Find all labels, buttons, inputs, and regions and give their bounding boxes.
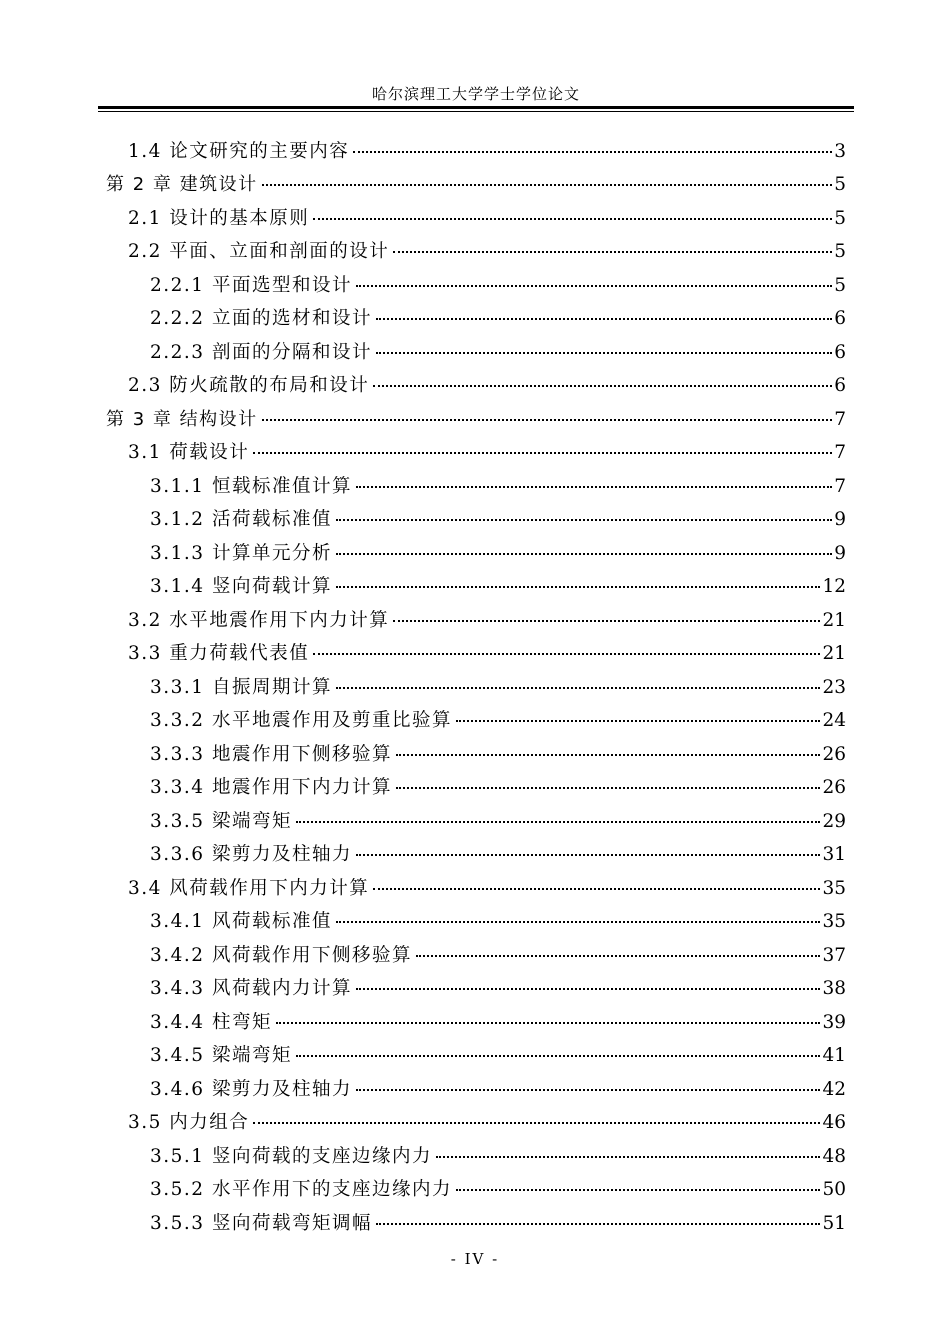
toc-entry[interactable] [0,234,950,268]
toc-entry[interactable] [0,703,950,737]
toc-dot-leader [262,184,833,186]
toc-entry-page: 3 [834,140,846,162]
toc-entry-label: 3.4.6 梁剪力及柱轴力 [150,1078,352,1100]
toc-entry-page: 42 [822,1078,846,1100]
toc-entry-label: 3.3.3 地震作用下侧移验算 [150,743,392,765]
toc-entry-label: 3.1.1 恒载标准值计算 [150,475,352,497]
toc-dot-leader [356,486,832,488]
toc-entry[interactable] [0,535,950,569]
toc-entry-label: 3.4 风荷载作用下内力计算 [128,877,370,899]
toc-entry-page: 5 [834,174,846,196]
toc-entry-page: 5 [834,274,846,296]
toc-dot-leader [373,385,832,387]
toc-dot-leader [336,553,832,555]
toc-entry-page: 7 [834,408,846,430]
toc-entry[interactable] [0,602,950,636]
toc-dot-leader [356,285,832,287]
toc-entry-page: 21 [822,643,846,665]
toc-entry[interactable] [0,1071,950,1105]
toc-entry[interactable] [0,435,950,469]
toc-entry[interactable] [0,904,950,938]
toc-entry-label: 3.1.4 竖向荷载计算 [150,576,332,598]
toc-dot-leader [376,352,832,354]
toc-entry-label: 3.3.4 地震作用下内力计算 [150,777,392,799]
toc-entry-label: 3.3.1 自振周期计算 [150,676,332,698]
toc-entry[interactable] [0,267,950,301]
toc-dot-leader [356,1089,820,1091]
toc-entry-page: 5 [834,241,846,263]
toc-entry[interactable] [0,368,950,402]
toc-entry-page: 6 [834,308,846,330]
toc-entry-page: 51 [822,1212,846,1234]
toc-chapter-entry[interactable] [0,167,950,201]
toc-dot-leader [276,1022,821,1024]
toc-dot-leader [456,720,820,722]
toc-dot-leader [376,1223,820,1225]
toc-entry-label: 3.2 水平地震作用下内力计算 [128,609,390,631]
toc-entry-label: 3.5.3 竖向荷载弯矩调幅 [150,1212,372,1234]
toc-entry[interactable] [0,1105,950,1139]
toc-entry-label: 3.4.1 风荷载标准值 [150,911,332,933]
toc-dot-leader [313,653,820,655]
toc-entry-page: 9 [834,509,846,531]
toc-entry[interactable] [0,1038,950,1072]
toc-entry-label: 3.5 内力组合 [128,1112,250,1134]
toc-dot-leader [456,1189,820,1191]
toc-entry-page: 26 [822,743,846,765]
toc-entry[interactable] [0,468,950,502]
toc-entry-label: 3.3.2 水平地震作用及剪重比验算 [150,710,452,732]
toc-entry-label: 2.3 防火疏散的布局和设计 [128,375,370,397]
toc-dot-leader [356,988,820,990]
toc-entry-page: 6 [834,341,846,363]
toc-dot-leader [336,519,832,521]
toc-entry-page: 29 [822,810,846,832]
toc-dot-leader [296,821,821,823]
toc-entry[interactable] [0,837,950,871]
toc-entry[interactable] [0,1004,950,1038]
toc-entry-label: 3.3.5 梁端弯矩 [150,810,292,832]
toc-dot-leader [313,218,832,220]
toc-entry-page: 5 [834,207,846,229]
toc-entry-label: 3.3 重力荷载代表值 [128,643,310,665]
toc-entry-page: 31 [822,844,846,866]
toc-dot-leader [353,151,832,153]
toc-entry-label: 3.4.5 梁端弯矩 [150,1045,292,1067]
toc-entry-label: 3.1.2 活荷载标准值 [150,509,332,531]
header-rule-thin [98,111,854,112]
toc-entry[interactable] [0,937,950,971]
toc-entry[interactable] [0,569,950,603]
toc-entry-label: 第 2 章 建筑设计 [106,174,258,196]
toc-chapter-entry[interactable] [0,401,950,435]
toc-entry-page: 6 [834,375,846,397]
toc-dot-leader [393,251,832,253]
toc-entry-label: 2.2 平面、立面和剖面的设计 [128,241,390,263]
toc-entry-page: 9 [834,542,846,564]
toc-entry[interactable] [0,669,950,703]
toc-entry-page: 23 [822,676,846,698]
toc-entry-label: 3.4.2 风荷载作用下侧移验算 [150,944,412,966]
toc-entry-label: 3.1 荷载设计 [128,442,250,464]
page-header: 哈尔滨理工大学学士学位论文 [371,85,580,103]
toc-entry[interactable] [0,870,950,904]
toc-entry[interactable] [0,1138,950,1172]
toc-dot-leader [296,1055,821,1057]
toc-entry-label: 2.2.3 剖面的分隔和设计 [150,341,372,363]
toc-dot-leader [356,854,820,856]
header-rule-thick [98,106,854,109]
toc-dot-leader [373,888,820,890]
toc-dot-leader [396,787,820,789]
toc-entry-label: 2.2.2 立面的选材和设计 [150,308,372,330]
toc-entry-label: 1.4 论文研究的主要内容 [128,140,350,162]
toc-dot-leader [393,620,820,622]
toc-entry[interactable] [0,770,950,804]
toc-entry-label: 3.5.2 水平作用下的支座边缘内力 [150,1179,452,1201]
toc-entry-label: 第 3 章 结构设计 [106,408,258,430]
toc-entry-label: 2.2.1 平面选型和设计 [150,274,352,296]
toc-dot-leader [253,1122,820,1124]
toc-entry-label: 3.3.6 梁剪力及柱轴力 [150,844,352,866]
toc-entry-page: 38 [822,978,846,1000]
toc-entry-page: 46 [822,1112,846,1134]
toc-entry-label: 2.1 设计的基本原则 [128,207,310,229]
toc-entry[interactable] [0,736,950,770]
toc-entry[interactable] [0,502,950,536]
toc-entry-label: 3.4.4 柱弯矩 [150,1011,272,1033]
toc-entry-label: 3.5.1 竖向荷载的支座边缘内力 [150,1145,432,1167]
toc-entry-page: 21 [822,609,846,631]
toc-entry-page: 26 [822,777,846,799]
table-of-contents [0,133,950,1239]
toc-dot-leader [436,1156,820,1158]
toc-entry[interactable] [0,200,950,234]
toc-dot-leader [416,955,820,957]
toc-entry-page: 37 [822,944,846,966]
toc-entry[interactable] [0,301,950,335]
toc-entry-page: 48 [822,1145,846,1167]
toc-dot-leader [376,318,832,320]
page-number: - IV - [450,1250,500,1268]
toc-dot-leader [253,452,832,454]
toc-entry-page: 24 [822,710,846,732]
toc-entry[interactable] [0,803,950,837]
toc-entry[interactable] [0,334,950,368]
toc-entry-page: 41 [822,1045,846,1067]
toc-dot-leader [336,586,820,588]
toc-entry[interactable] [0,1172,950,1206]
toc-entry-page: 39 [822,1011,846,1033]
toc-entry-page: 7 [834,442,846,464]
toc-entry-page: 35 [822,911,846,933]
toc-entry-page: 7 [834,475,846,497]
toc-dot-leader [262,419,833,421]
toc-entry-page: 50 [822,1179,846,1201]
toc-entry[interactable] [0,636,950,670]
toc-dot-leader [336,921,820,923]
toc-dot-leader [396,754,820,756]
toc-entry-page: 35 [822,877,846,899]
toc-entry[interactable] [0,1205,950,1239]
toc-entry[interactable] [0,133,950,167]
toc-entry-label: 3.1.3 计算单元分析 [150,542,332,564]
toc-entry-label: 3.4.3 风荷载内力计算 [150,978,352,1000]
toc-entry[interactable] [0,971,950,1005]
toc-entry-page: 12 [822,576,846,598]
toc-dot-leader [336,687,820,689]
